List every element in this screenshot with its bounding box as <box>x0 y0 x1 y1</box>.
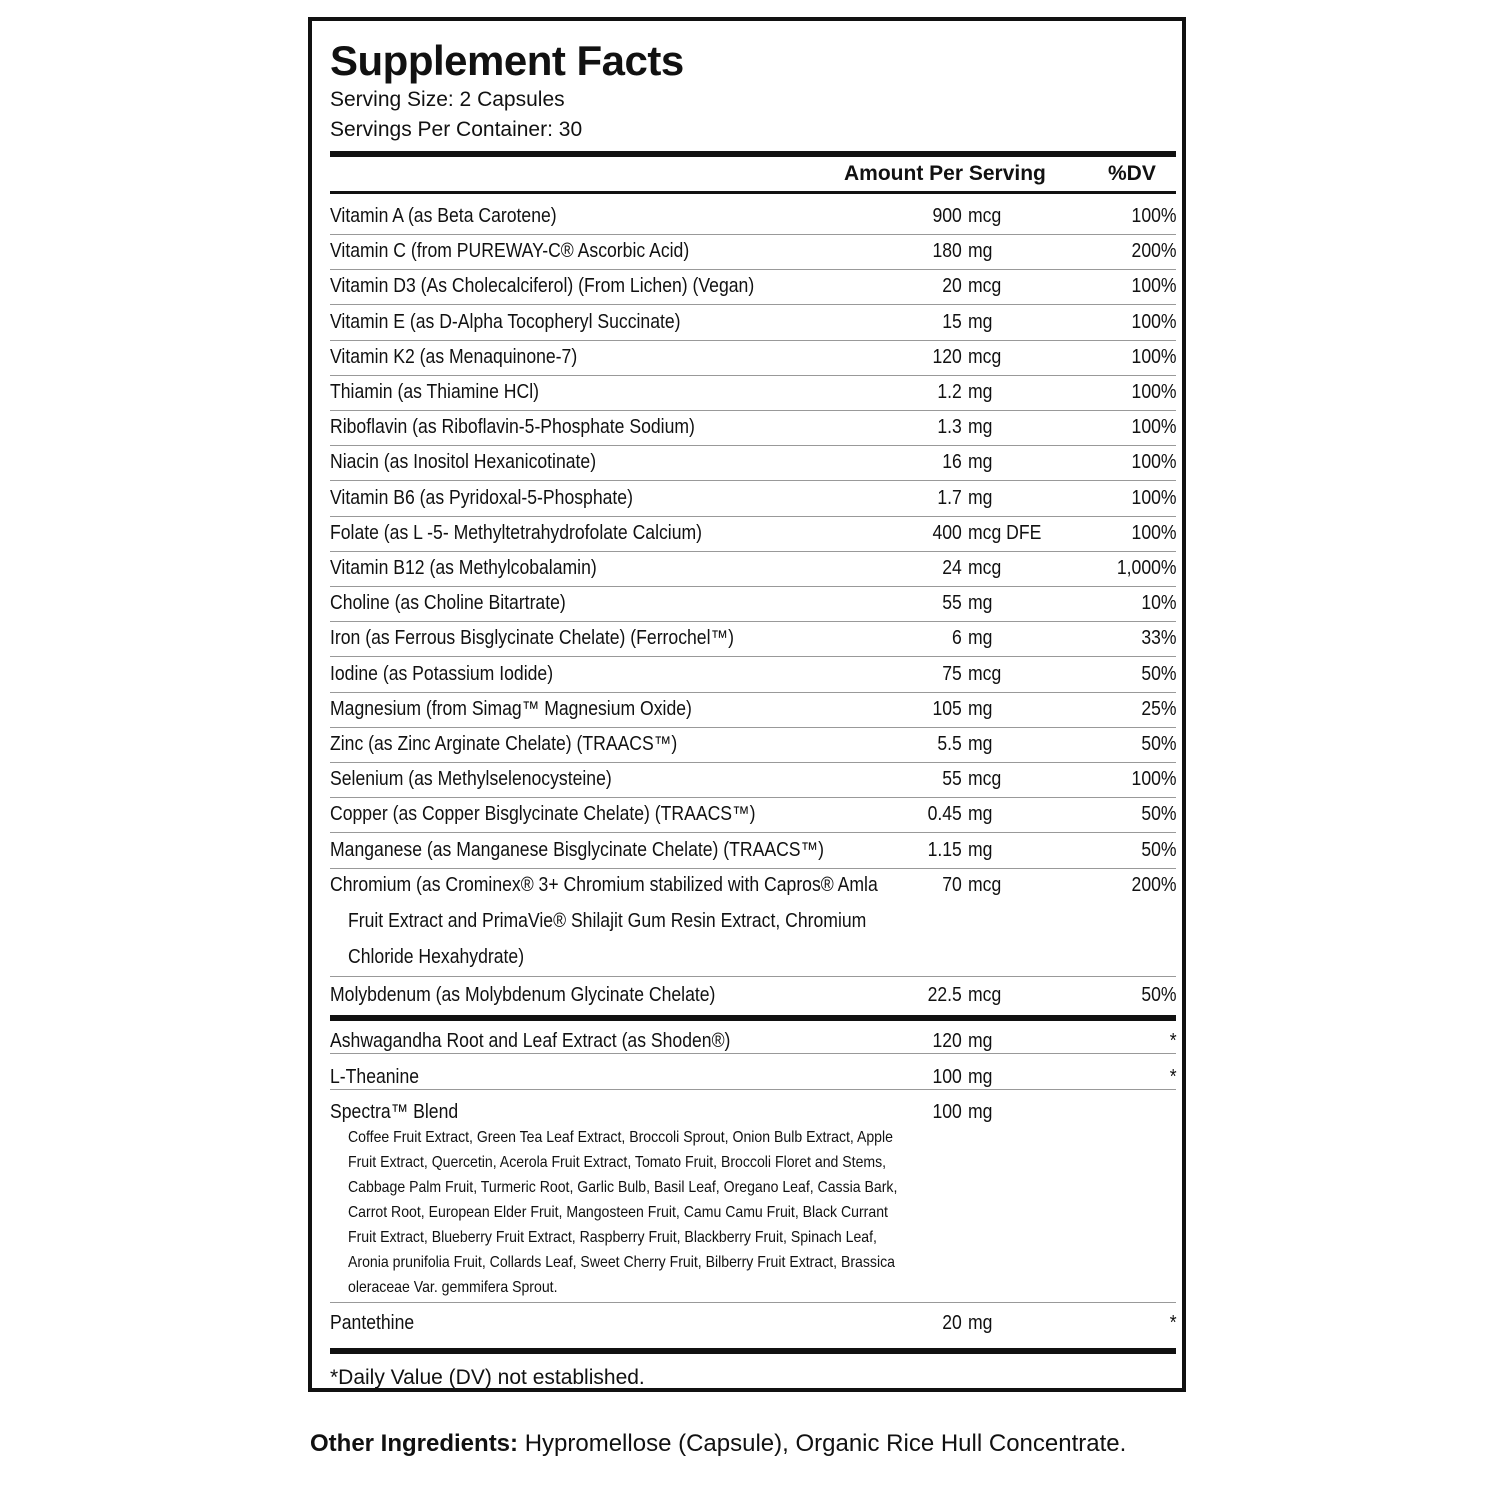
spectra-blend-list <box>348 1125 929 1300</box>
serving-size: Serving Size: 2 Capsules <box>330 88 565 111</box>
supplement-facts-panel <box>308 17 1186 1392</box>
row-unit: mg <box>968 733 993 755</box>
row-dv: 50% <box>1141 662 1177 685</box>
amount-header: Amount Per Serving <box>844 162 1046 185</box>
row-divider <box>330 1302 1176 1303</box>
row-unit: mg <box>968 381 993 403</box>
row-amount: 24 <box>942 557 962 579</box>
row-divider <box>330 727 1176 728</box>
row-unit: mcg DFE <box>968 521 1042 544</box>
row-divider <box>330 269 1176 270</box>
blend-line: Fruit Extract, Quercetin, Acerola Fruit Extract, Tomato Fruit, Broccoli Floret and Stems, <box>348 1154 887 1171</box>
row-name: Iodine (as Potassium Iodide) <box>330 662 554 685</box>
row-dv: 33% <box>1141 627 1177 650</box>
row-name: Vitamin K2 (as Menaquinone-7) <box>330 345 578 368</box>
row-divider <box>330 832 1176 833</box>
row-unit: mcg <box>968 205 1002 227</box>
row-dv: 100% <box>1131 486 1177 509</box>
row-name: Selenium (as Methylselenocysteine) <box>330 768 612 791</box>
header-divider <box>330 191 1176 194</box>
row-dv: 100% <box>1131 521 1177 544</box>
row-amount: 105 <box>932 697 962 720</box>
row-name: Riboflavin (as Riboflavin-5-Phosphate Sodium) <box>330 416 695 439</box>
row-dv: 200% <box>1131 873 1177 896</box>
thick-divider <box>330 1015 1176 1021</box>
blend-line: Cabbage Palm Fruit, Turmeric Root, Garlic Bulb, Basil Leaf, Oregano Leaf, Cassia Bark, <box>348 1179 898 1196</box>
row-dv: * <box>1169 1312 1177 1334</box>
row-unit: mg <box>968 697 993 720</box>
row-divider <box>330 551 1176 552</box>
row-dv: 100% <box>1131 310 1177 333</box>
row-divider <box>330 656 1176 657</box>
row-name: Chromium (as Crominex® 3+ Chromium stabilized with Capros® Amla <box>330 873 878 896</box>
row-name: Choline (as Choline Bitartrate) <box>330 592 566 615</box>
row-dv: 25% <box>1141 697 1177 720</box>
row-name-continued: Chloride Hexahydrate) <box>348 945 525 968</box>
row-name: Magnesium (from Simag™ Magnesium Oxide) <box>330 697 692 720</box>
row-dv: 100% <box>1131 205 1177 227</box>
row-name-continued: Fruit Extract and PrimaVie® Shilajit Gum Resin Extract, Chromium <box>348 909 867 932</box>
row-unit: mcg <box>968 662 1002 685</box>
thick-divider <box>330 1348 1176 1354</box>
other-ingredients <box>310 1428 1130 1459</box>
row-unit: mg <box>968 627 993 650</box>
row-dv: * <box>1169 1030 1177 1052</box>
row-divider <box>330 480 1176 481</box>
row-name: L-Theanine <box>330 1066 420 1088</box>
row-unit: mcg <box>968 873 1002 896</box>
row-amount: 5.5 <box>937 733 962 755</box>
row-amount: 1.3 <box>937 416 962 439</box>
row-name: Manganese (as Manganese Bisglycinate Chelate) (TRAACS™) <box>330 838 825 861</box>
row-divider <box>330 976 1176 977</box>
row-divider <box>330 1089 1176 1090</box>
row-amount: 900 <box>932 205 962 227</box>
other-ingredients-label: Other Ingredients: <box>310 1430 519 1457</box>
row-unit: mcg <box>968 275 1002 298</box>
row-name: Thiamin (as Thiamine HCl) <box>330 381 539 403</box>
row-unit: mg <box>968 838 993 861</box>
row-name: Pantethine <box>330 1312 415 1334</box>
row-dv: 100% <box>1131 275 1177 298</box>
row-amount: 22.5 <box>927 983 962 1006</box>
row-dv: 50% <box>1141 733 1177 755</box>
row-unit: mg <box>968 486 993 509</box>
blend-line: oleraceae Var. gemmifera Sprout. <box>348 1279 558 1296</box>
row-unit: mg <box>968 310 993 333</box>
thick-divider <box>330 151 1176 157</box>
row-divider <box>330 586 1176 587</box>
row-name: Niacin (as Inositol Hexanicotinate) <box>330 451 597 474</box>
row-dv: 50% <box>1141 983 1177 1006</box>
row-dv: 100% <box>1131 381 1177 403</box>
row-dv: 10% <box>1141 592 1177 615</box>
row-divider <box>330 1053 1176 1054</box>
row-unit: mcg <box>968 345 1002 368</box>
row-dv: * <box>1169 1066 1177 1088</box>
row-divider <box>330 516 1176 517</box>
row-amount: 180 <box>932 240 962 263</box>
row-amount: 20 <box>942 1312 962 1334</box>
row-dv: 50% <box>1141 838 1177 861</box>
row-name: Ashwagandha Root and Leaf Extract (as Shoden®) <box>330 1030 731 1052</box>
row-unit: mcg <box>968 768 1002 791</box>
row-name: Vitamin E (as D-Alpha Tocopheryl Succinate) <box>330 310 681 333</box>
row-amount: 55 <box>942 592 962 615</box>
row-unit: mg <box>968 1312 993 1334</box>
row-name: Copper (as Copper Bisglycinate Chelate) (TRAACS™) <box>330 803 756 826</box>
row-unit: mg <box>968 1030 993 1052</box>
row-divider <box>330 340 1176 341</box>
row-amount: 1.2 <box>937 381 962 403</box>
row-name: Molybdenum (as Molybdenum Glycinate Chelate) <box>330 983 716 1006</box>
row-name: Vitamin D3 (As Cholecalciferol) (From Lichen) (Vegan) <box>330 275 755 298</box>
row-amount: 1.15 <box>927 838 962 861</box>
row-dv: 100% <box>1131 345 1177 368</box>
row-divider <box>330 375 1176 376</box>
row-divider <box>330 621 1176 622</box>
row-amount: 75 <box>942 662 962 685</box>
row-name: Folate (as L -5- Methyltetrahydrofolate Calcium) <box>330 521 703 544</box>
row-amount: 100 <box>932 1101 962 1123</box>
footnote: *Daily Value (DV) not established. <box>330 1366 645 1389</box>
dv-header: %DV <box>1108 162 1156 185</box>
row-amount: 6 <box>952 627 962 650</box>
row-divider <box>330 445 1176 446</box>
row-name: Vitamin B12 (as Methylcobalamin) <box>330 557 597 579</box>
row-name: Iron (as Ferrous Bisglycinate Chelate) (Ferrochel™) <box>330 627 734 650</box>
row-unit: mg <box>968 1101 993 1123</box>
row-dv: 1,000% <box>1116 557 1177 579</box>
row-dv: 100% <box>1131 451 1177 474</box>
row-name: Vitamin A (as Beta Carotene) <box>330 205 557 227</box>
row-divider <box>330 304 1176 305</box>
row-amount: 1.7 <box>937 486 962 509</box>
row-amount: 15 <box>942 310 962 333</box>
row-unit: mg <box>968 451 993 474</box>
row-dv: 50% <box>1141 803 1177 826</box>
other-ingredients-text: Hypromellose (Capsule), Organic Rice Hull Concentrate. <box>518 1430 1127 1457</box>
row-unit: mg <box>968 240 993 263</box>
servings-per-container: Servings Per Container: 30 <box>330 118 583 141</box>
panel-title: Supplement Facts <box>330 37 684 84</box>
row-amount: 16 <box>942 451 962 474</box>
row-unit: mg <box>968 592 993 615</box>
row-divider <box>330 762 1176 763</box>
row-dv: 100% <box>1131 416 1177 439</box>
row-dv: 200% <box>1131 240 1177 263</box>
row-divider <box>330 692 1176 693</box>
blend-line: Aronia prunifolia Fruit, Collards Leaf, Sweet Cherry Fruit, Bilberry Fruit Extract, Brassica <box>348 1254 895 1271</box>
row-amount: 0.45 <box>927 803 962 826</box>
row-amount: 20 <box>942 275 962 298</box>
blend-line: Coffee Fruit Extract, Green Tea Leaf Extract, Broccoli Sprout, Onion Bulb Extract, Apple <box>348 1129 893 1146</box>
row-amount: 55 <box>942 768 962 791</box>
row-amount: 70 <box>942 873 962 896</box>
row-name: Spectra™ Blend <box>330 1101 459 1123</box>
row-unit: mcg <box>968 983 1002 1006</box>
row-divider <box>330 797 1176 798</box>
row-divider <box>330 410 1176 411</box>
row-name: Vitamin B6 (as Pyridoxal-5-Phosphate) <box>330 486 633 509</box>
row-name: Zinc (as Zinc Arginate Chelate) (TRAACS™) <box>330 733 678 755</box>
row-amount: 120 <box>932 1030 962 1052</box>
blend-line: Carrot Root, European Elder Fruit, Mangosteen Fruit, Camu Camu Fruit, Black Currant <box>348 1204 888 1221</box>
row-unit: mg <box>968 1066 993 1088</box>
row-unit: mg <box>968 416 993 439</box>
row-unit: mcg <box>968 557 1002 579</box>
row-amount: 400 <box>932 521 962 544</box>
row-name: Vitamin C (from PUREWAY-C® Ascorbic Acid) <box>330 240 690 263</box>
row-dv: 100% <box>1131 768 1177 791</box>
row-divider <box>330 234 1176 235</box>
row-amount: 120 <box>932 345 962 368</box>
row-unit: mg <box>968 803 993 826</box>
row-divider <box>330 868 1176 869</box>
blend-line: Fruit Extract, Blueberry Fruit Extract, Raspberry Fruit, Blackberry Fruit, Spinach Leaf, <box>348 1229 877 1246</box>
row-amount: 100 <box>932 1066 962 1088</box>
